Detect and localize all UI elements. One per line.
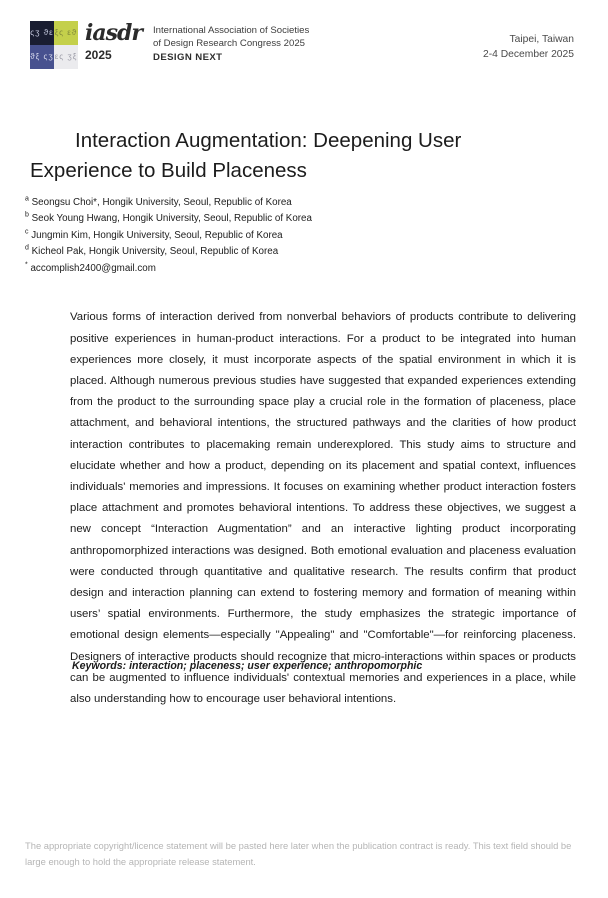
brand-year: 2025: [85, 48, 112, 62]
author-line: [25, 195, 312, 211]
keywords-line: Keywords: interaction; placeness; user experience; anthropomorphic: [72, 660, 423, 672]
correspondence-marker: *: [25, 261, 28, 269]
logo-wordmark: [85, 20, 142, 62]
author-marker: d: [25, 244, 29, 252]
conference-header: [30, 21, 574, 69]
correspondence-line: [25, 261, 312, 277]
author-marker: b: [25, 212, 29, 220]
logo-square-blue: ϑξ ςʒ: [30, 45, 54, 69]
organization-block: [153, 21, 309, 65]
author-text: Kicheol Pak, Hongik University, Seoul, Republic of Korea: [31, 246, 279, 258]
author-marker: a: [25, 195, 29, 203]
author-text: Seongsu Choi*, Hongik University, Seoul, Republic of Korea: [31, 197, 292, 208]
author-line: [25, 211, 312, 227]
copyright-placeholder: The appropriate copyright/licence statement will be pasted here later when the publication contract is ready. This text field should be large enough to hold the appropriate release statement.: [25, 840, 572, 867]
org-line-2: of Design Research Congress 2025: [153, 37, 305, 49]
authors-list: [25, 195, 312, 277]
venue-location: Taipei, Taiwan: [509, 34, 574, 45]
logo-square-dark: ςʒ ϑε: [30, 21, 54, 45]
author-line: [25, 244, 312, 260]
paper-title: Interaction Augmentation: Deepening User Experience to Build Placeness: [30, 128, 462, 182]
brand-name: iasdr: [85, 20, 142, 46]
abstract-text: Various forms of interaction derived from nonverbal behaviors of products contribute to delivering positive experiences in human-product interactions. For a product to be integrated into human experiences more closely, it must incorporate aspects of the spatial environment in which it is placed. Although numerous previous studies have suggested that expanded experiences extending from the product to the surrounding space play a crucial role in the formation of placeness, place attachment, and behavioral intentions, the structured pathways and the clarities of how product interaction contributes to placemaking remain underexplored. This study aims to structure and elucidate whether and how a product, depending on its placement and spatial context, influences individuals' memories and impressions. It focuses on examining whether product interaction fosters place attachment and promotes behavioral intentions. To address these objectives, we suggest a new concept “Interaction Augmentation” and an interactive lighting product incorporating anthropomorphized interactions was designed. Both emotional evaluation and placeness evaluation were conducted through quantitative and qualitative research. The results confirm that product design and interaction planning can extend to fostering memory and formation of meaning within users’ spatial environments. Furthermore, the study emphasizes the strategic importance of emotional design elements—especially "Appealing" and "Comfortable"—for reinforcing placeness. Designers of interactive products should recognize that micro-interactions within spaces or products can be augmented to influence individuals' contextual memories and experiences in a place, while also understanding how to encourage user behavioral intentions.: [70, 311, 576, 706]
author-line: [25, 228, 312, 244]
correspondence-email: accomplish2400@gmail.com: [30, 262, 156, 274]
logo-square-gray: ες ʒξ: [54, 45, 78, 69]
conference-tagline: DESIGN NEXT: [153, 52, 223, 63]
logo-square-lime: ξς εϑ: [54, 21, 78, 45]
author-text: Seok Young Hwang, Hongik University, Seoul, Republic of Korea: [31, 213, 312, 225]
org-line-1: International Association of Societies: [153, 25, 310, 36]
author-text: Jungmin Kim, Hongik University, Seoul, Republic of Korea: [31, 229, 283, 241]
iasdr-logo-icon: [30, 21, 78, 69]
venue-block: [483, 21, 574, 62]
venue-dates: 2-4 December 2025: [482, 48, 574, 60]
author-marker: c: [25, 228, 29, 236]
